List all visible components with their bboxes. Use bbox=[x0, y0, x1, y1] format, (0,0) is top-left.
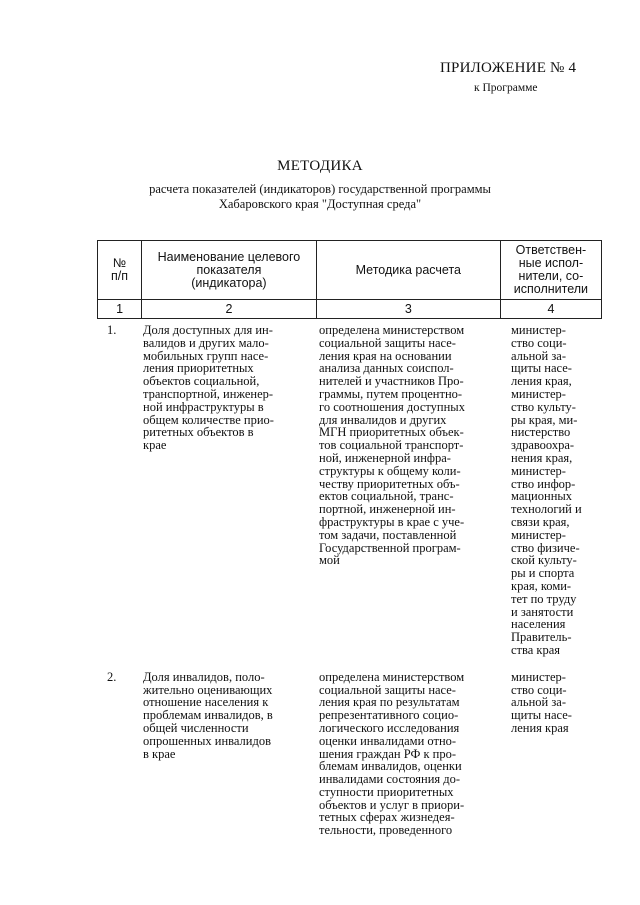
column-number: 2 bbox=[142, 300, 317, 319]
methodology-table-body bbox=[97, 324, 602, 837]
document-heading bbox=[0, 158, 640, 212]
header-text: (индикатора) bbox=[191, 275, 267, 290]
header-cell-responsible bbox=[500, 241, 601, 300]
cell-text-line: ры и спорта bbox=[511, 566, 575, 581]
table-header-row bbox=[98, 241, 602, 300]
cell-text-line: Доля доступных для ин- bbox=[143, 323, 273, 337]
document-subtitle bbox=[0, 182, 640, 212]
cell-text-line: портной, инженерной ин- bbox=[319, 502, 456, 517]
column-number: 3 bbox=[316, 300, 500, 319]
cell-text-line: тетных сферах жизнедея- bbox=[319, 810, 455, 825]
cell-text-line: ной, инженерной инфра- bbox=[319, 450, 451, 465]
cell-text-line: ской культу- bbox=[511, 553, 577, 568]
subtitle-line: расчета показателей (индикаторов) государственной программы bbox=[149, 182, 491, 196]
cell-text-line: ство культу- bbox=[511, 399, 576, 414]
cell-text-line: шения граждан РФ к про- bbox=[319, 746, 456, 761]
cell-text-line: министер- bbox=[511, 669, 566, 684]
cell-text-line: мобильных групп насе- bbox=[143, 348, 269, 363]
cell-text-line: мационных bbox=[511, 489, 573, 504]
appendix-title: ПРИЛОЖЕНИЕ № 4 bbox=[440, 60, 577, 76]
cell-text-line: министер- bbox=[511, 386, 566, 401]
cell-text-line: оценки инвалидами отно- bbox=[319, 733, 457, 748]
cell-text-line: фраструктуры в крае с уче- bbox=[319, 514, 465, 529]
cell-text-line: валидов и других мало- bbox=[143, 335, 269, 350]
header-text: Методика расчета bbox=[355, 262, 462, 277]
cell-text-line: жительно оценивающих bbox=[143, 682, 273, 697]
cell-text-line: транспортной, инженер- bbox=[143, 386, 274, 401]
row-number: 2. bbox=[107, 669, 117, 684]
cell-text-line: в крае bbox=[143, 746, 176, 761]
cell-text-line: здравоохра- bbox=[511, 438, 575, 453]
cell-text-line: объектов и услуг в приори- bbox=[319, 797, 465, 812]
cell-text-line: тельности, проведенного bbox=[319, 823, 453, 838]
cell-text-line: министер- bbox=[511, 323, 566, 337]
cell-text-line: ры края, ми- bbox=[511, 412, 578, 427]
appendix-block bbox=[440, 60, 610, 94]
cell-text-line: общей численности bbox=[143, 720, 249, 735]
cell-text-line: МГН приоритетных объек- bbox=[319, 425, 464, 440]
cell-text-line: честву приоритетных объ- bbox=[319, 476, 460, 491]
indicator-cell bbox=[137, 671, 311, 837]
header-text: ные испол- bbox=[518, 256, 584, 270]
cell-text-line: технологий и bbox=[511, 502, 582, 517]
cell-text-line: социальной защиты насе- bbox=[319, 335, 456, 350]
cell-text-line: связи края, bbox=[511, 514, 570, 529]
cell-text-line: министер- bbox=[511, 527, 566, 542]
column-number-row bbox=[98, 300, 602, 319]
cell-text-line: альной за- bbox=[511, 695, 566, 710]
cell-text-line: мой bbox=[319, 553, 340, 568]
document-title: МЕТОДИКА bbox=[277, 158, 363, 174]
cell-text-line: ство соци- bbox=[511, 335, 567, 350]
cell-text-line: тет по труду bbox=[511, 591, 577, 606]
cell-text-line: ления приоритетных bbox=[143, 361, 254, 376]
header-text: № bbox=[112, 256, 127, 270]
header-text: нители, со- bbox=[518, 269, 584, 283]
cell-text-line: для инвалидов и других bbox=[319, 412, 447, 427]
cell-text-line: тов социальной транспорт- bbox=[319, 438, 464, 453]
subtitle-line: Хабаровского края "Доступная среда" bbox=[218, 197, 422, 211]
cell-text-line: блемам инвалидов, оценки bbox=[319, 759, 462, 774]
header-cell-method bbox=[316, 241, 500, 300]
cell-text-line: и занятости bbox=[511, 604, 574, 619]
cell-text-line: общем количестве прио- bbox=[143, 412, 274, 427]
cell-text-line: ство физиче- bbox=[511, 540, 580, 555]
cell-text-line: ступности приоритетных bbox=[319, 784, 454, 799]
cell-text-line: ления края на основании bbox=[319, 348, 452, 363]
cell-text-line: ления края, bbox=[511, 374, 572, 389]
cell-text-line: ство соци- bbox=[511, 682, 567, 697]
cell-text-line: населения bbox=[511, 617, 566, 632]
cell-text-line: анализа данных соиспол- bbox=[319, 361, 454, 376]
header-cell-indicator bbox=[142, 241, 317, 300]
column-number: 1 bbox=[98, 300, 142, 319]
cell-text-line: проблемам инвалидов, в bbox=[143, 708, 273, 723]
cell-text-line: инвалидами состояния до- bbox=[319, 772, 461, 787]
cell-text-line: структуры к общему коли- bbox=[319, 463, 461, 478]
cell-text-line: опрошенных инвалидов bbox=[143, 733, 271, 748]
cell-text-line: отношение населения к bbox=[143, 695, 269, 710]
cell-text-line: Государственной програм- bbox=[319, 540, 461, 555]
cell-text-line: министер- bbox=[511, 463, 566, 478]
row-number: 1. bbox=[107, 323, 117, 337]
cell-text-line: ритетных объектов в bbox=[143, 425, 254, 440]
cell-text-line: ектов социальной, транс- bbox=[319, 489, 454, 504]
cell-text-line: щиты насе- bbox=[511, 708, 572, 723]
cell-text-line: ство инфор- bbox=[511, 476, 576, 491]
cell-text-line: объектов социальной, bbox=[143, 374, 260, 389]
method-cell bbox=[311, 671, 503, 837]
cell-text-line: социальной защиты насе- bbox=[319, 682, 456, 697]
cell-text-line: нистерство bbox=[511, 425, 571, 440]
cell-text-line: ления края по результатам bbox=[319, 695, 460, 710]
column-number: 4 bbox=[500, 300, 601, 319]
cell-text-line: ной инфраструктуры в bbox=[143, 399, 264, 414]
cell-text-line: определена министерством bbox=[319, 669, 465, 684]
cell-text-line: края, коми- bbox=[511, 578, 572, 593]
method-cell bbox=[311, 324, 503, 657]
cell-text-line: том задачи, поставленной bbox=[319, 527, 457, 542]
cell-text-line: альной за- bbox=[511, 348, 566, 363]
cell-text-line: Доля инвалидов, поло- bbox=[143, 669, 265, 684]
cell-text-line: граммы, путем процентно- bbox=[319, 386, 463, 401]
cell-text-line: ства края bbox=[511, 642, 561, 657]
header-text: Наименование целевого bbox=[157, 249, 301, 264]
cell-text-line: определена министерством bbox=[319, 323, 465, 337]
cell-text-line: Правитель- bbox=[511, 630, 572, 645]
cell-text-line: го соотношения доступных bbox=[319, 399, 465, 414]
header-text: Ответствен- bbox=[515, 243, 587, 257]
header-text: показателя bbox=[196, 262, 262, 277]
methodology-table-header bbox=[97, 240, 602, 319]
table-row bbox=[97, 671, 602, 837]
header-cell-number bbox=[98, 241, 142, 300]
header-text: исполнители bbox=[513, 282, 589, 296]
table-row bbox=[97, 324, 602, 657]
header-text: п/п bbox=[111, 269, 129, 283]
responsible-cell bbox=[503, 324, 602, 657]
appendix-subtitle: к Программе bbox=[474, 82, 538, 94]
indicator-cell bbox=[137, 324, 311, 657]
cell-text-line: щиты насе- bbox=[511, 361, 572, 376]
cell-text-line: логического исследования bbox=[319, 720, 460, 735]
cell-text-line: нителей и участников Про- bbox=[319, 374, 464, 389]
cell-text-line: ления края bbox=[511, 720, 569, 735]
responsible-cell bbox=[503, 671, 602, 837]
cell-text-line: репрезентативного социо- bbox=[319, 708, 459, 723]
cell-text-line: нения края, bbox=[511, 450, 573, 465]
cell-text-line: крае bbox=[143, 438, 167, 453]
